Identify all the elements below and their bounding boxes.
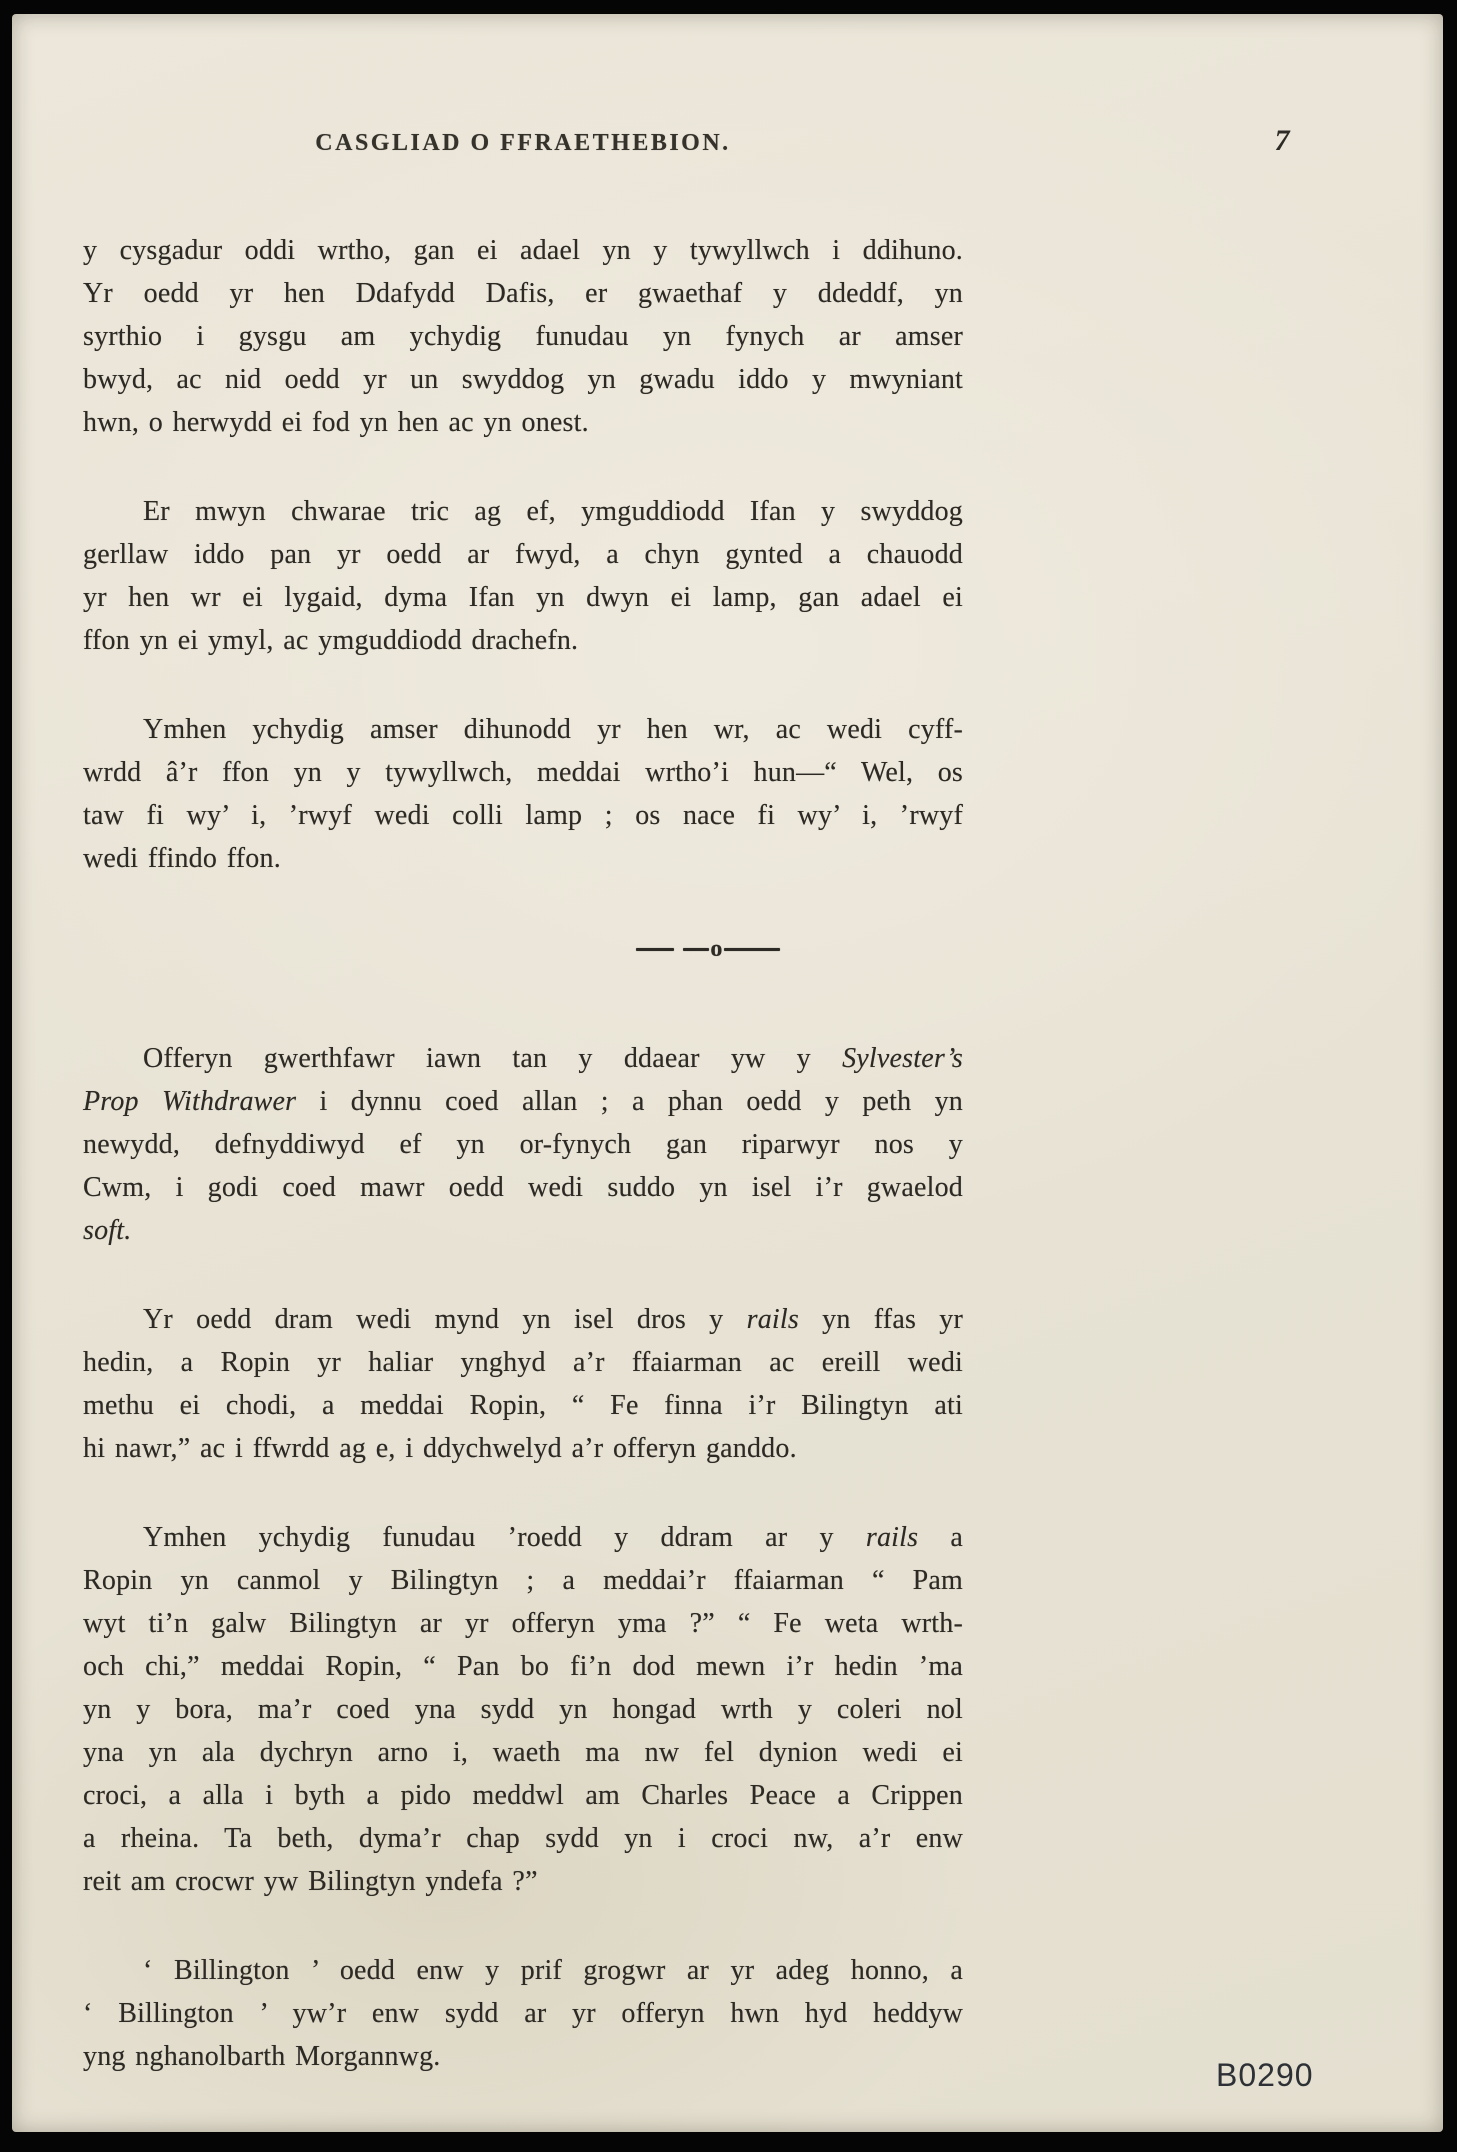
text-line: reit am crocwr yw Bilingtyn yndefa ?” bbox=[83, 1866, 538, 1897]
text-line: croci, a alla i byth a pido meddwl am Charles Peace a Crippen bbox=[83, 1780, 963, 1811]
text-line: Yr oedd dram wedi mynd yn isel dros y rails yn ffas yr bbox=[143, 1304, 963, 1335]
text-line bbox=[83, 1209, 963, 1252]
text-block bbox=[83, 229, 963, 2124]
paragraph bbox=[83, 490, 963, 662]
text-line: yna yn ala dychryn arno i, waeth ma nw fel dynion wedi ei bbox=[83, 1737, 963, 1768]
divider-dash bbox=[724, 948, 780, 951]
text-line: hwn, o herwydd ei fod yn hen ac yn onest. bbox=[83, 407, 589, 438]
text-line: Ymhen ychydig amser dihunodd yr hen wr, ac wedi cyff- bbox=[143, 714, 963, 745]
text-line: syrthio i gysgu am ychydig funudau yn fynych ar amser bbox=[83, 321, 963, 352]
paragraph bbox=[83, 1949, 963, 2078]
text-line: hi nawr,” ac i ffwrdd ag e, i ddychwelyd a’r offeryn ganddo. bbox=[83, 1433, 797, 1464]
divider-dash bbox=[636, 948, 674, 951]
italic-text: soft. bbox=[83, 1215, 132, 1246]
text-line: Cwm, i godi coed mawr oedd wedi suddo yn isel i’r gwaelod bbox=[83, 1172, 963, 1203]
text-line: yr hen wr ei lygaid, dyma Ifan yn dwyn ei lamp, gan adael ei bbox=[83, 582, 963, 613]
italic-text: rails bbox=[746, 1304, 799, 1335]
text-line: yn y bora, ma’r coed yna sydd yn hongad wrth y coleri nol bbox=[83, 1694, 963, 1725]
text-line: Er mwyn chwarae tric ag ef, ymguddiodd Ifan y swyddog bbox=[143, 496, 963, 527]
paragraph bbox=[83, 1516, 963, 1903]
page-paper bbox=[12, 14, 1443, 2132]
text-line: methu ei chodi, a meddai Ropin, “ Fe finna i’r Bilingtyn ati bbox=[83, 1390, 963, 1421]
text-line: Prop Withdrawer i dynnu coed allan ; a phan oedd y peth yn bbox=[83, 1086, 964, 1117]
text-line: newydd, defnyddiwyd ef yn or-fynych gan riparwyr nos y bbox=[83, 1129, 963, 1160]
text-line: ‘ Billington ’ oedd enw y prif grogwr ar yr adeg honno, a bbox=[143, 1955, 963, 1986]
paragraph bbox=[83, 1298, 963, 1470]
paragraph bbox=[83, 229, 963, 444]
page-number: 7 bbox=[1274, 124, 1290, 157]
archive-code-watermark: B0290 bbox=[1216, 2057, 1314, 2093]
italic-text: Sylvester’s bbox=[842, 1043, 963, 1074]
text-line: och chi,” meddai Ropin, “ Pan bo fi’n dod mewn i’r hedin ’ma bbox=[83, 1651, 963, 1682]
text-line: ‘ Billington ’ yw’r enw sydd ar yr offeryn hwn hyd heddyw bbox=[83, 1998, 963, 2029]
text-line: Yr oedd yr hen Ddafydd Dafis, er gwaethaf y ddeddf, yn bbox=[83, 278, 963, 309]
text-line: gerllaw iddo pan yr oedd ar fwyd, a chyn gynted a chauodd bbox=[83, 539, 963, 570]
text-line: wyt ti’n galw Bilingtyn ar yr offeryn yma ?” “ Fe weta wrth- bbox=[83, 1608, 963, 1639]
paragraph bbox=[83, 708, 963, 880]
text-line: a rheina. Ta beth, dyma’r chap sydd yn i croci nw, a’r enw bbox=[83, 1823, 963, 1854]
text-line: ffon yn ei ymyl, ac ymguddiodd drachefn. bbox=[83, 625, 579, 656]
divider-dash bbox=[683, 948, 709, 951]
text-line: hedin, a Ropin yr haliar ynghyd a’r ffaiarman ac ereill wedi bbox=[83, 1347, 963, 1378]
text-line: Ropin yn canmol y Bilingtyn ; a meddai’r ffaiarman “ Pam bbox=[83, 1565, 963, 1596]
divider-ornament: o bbox=[710, 936, 723, 962]
italic-text: Prop Withdrawer bbox=[83, 1086, 297, 1117]
text-line: wedi ffindo ffon. bbox=[83, 843, 281, 874]
italic-text: rails bbox=[865, 1522, 919, 1553]
text-line: bwyd, ac nid oedd yr un swyddog yn gwadu iddo y mwyniant bbox=[83, 364, 963, 395]
text-line: Ymhen ychydig funudau ’roedd y ddram ar y rails a bbox=[143, 1522, 963, 1553]
paragraph bbox=[83, 1037, 963, 1252]
running-header-title: CASGLIAD O FFRAETHEBION. bbox=[315, 130, 731, 156]
text-line: taw fi wy’ i, ’rwyf wedi colli lamp ; os nace fi wy’ i, ’rwyf bbox=[83, 800, 963, 831]
text-line: yng nghanolbarth Morgannwg. bbox=[83, 2041, 441, 2072]
text-line: wrdd â’r ffon yn y tywyllwch, meddai wrtho’i hun—“ Wel, os bbox=[83, 757, 963, 788]
text-line: Offeryn gwerthfawr iawn tan y ddaear yw y Sylvester’s bbox=[143, 1043, 963, 1074]
section-divider bbox=[268, 936, 1148, 962]
text-line: y cysgadur oddi wrtho, gan ei adael yn y tywyllwch i ddihuno. bbox=[83, 235, 963, 266]
